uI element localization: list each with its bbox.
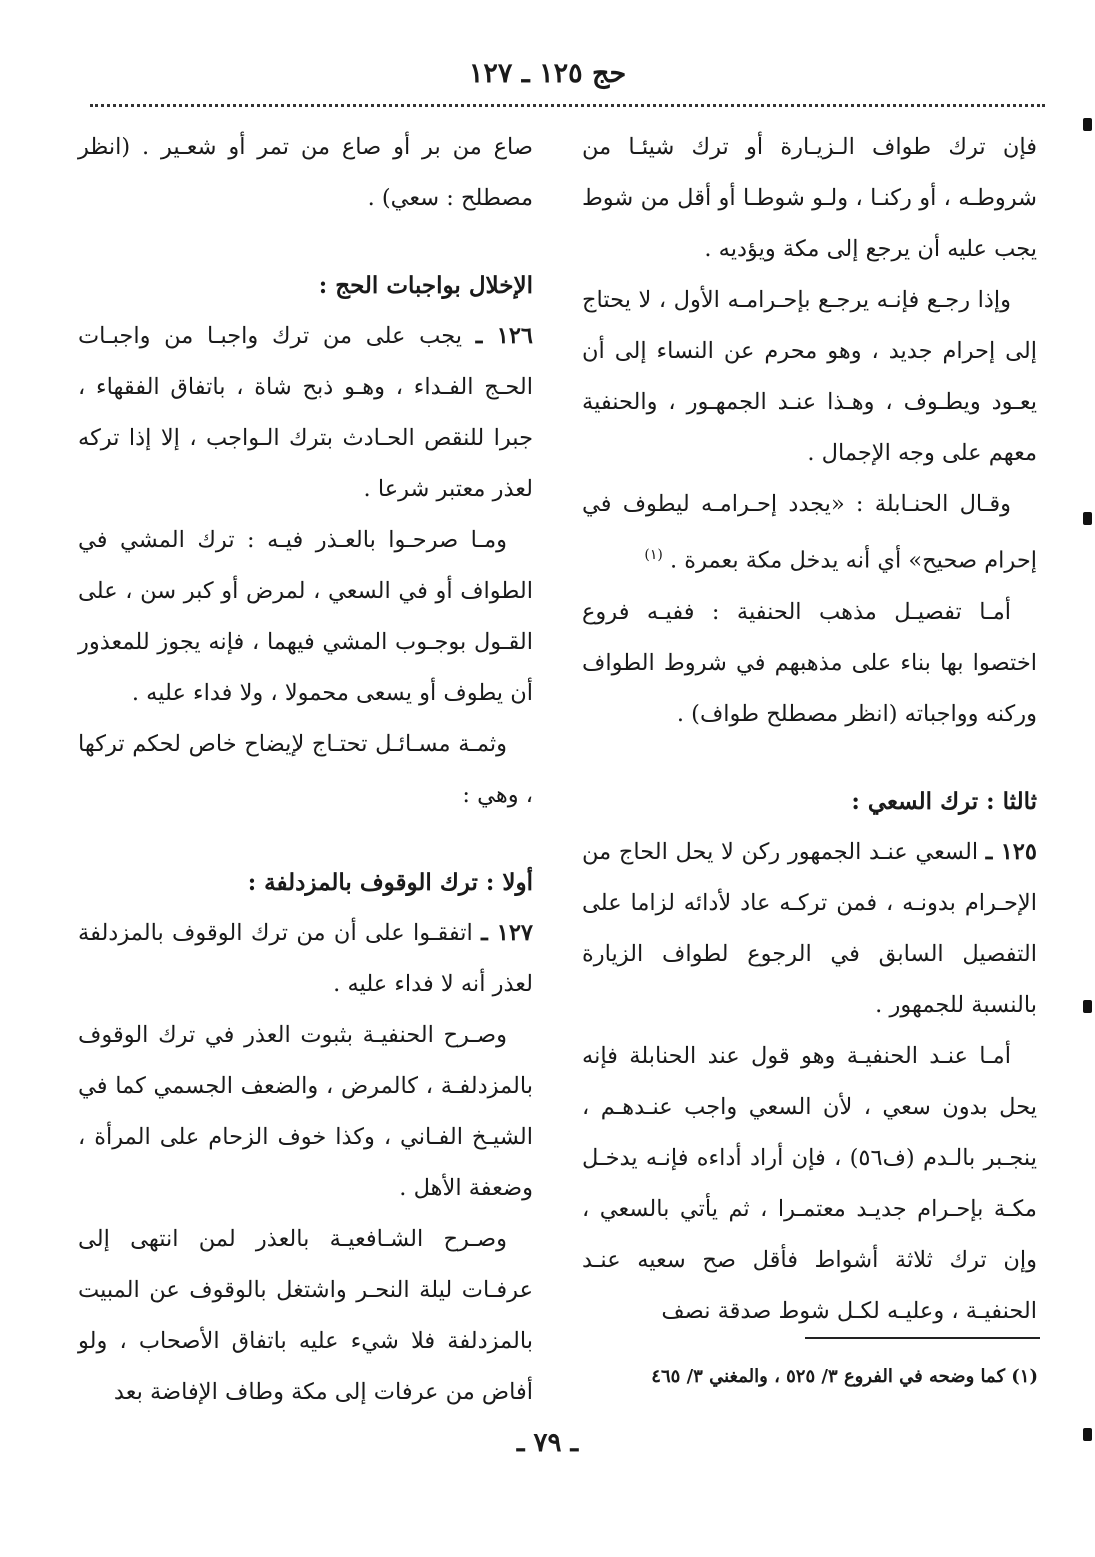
paragraph: أمـا عنـد الحنفيـة وهو قول عند الحنابلة فإنه يحل بدون سعي ، لأن السعي واجب عنـدهـم ، ينجـبر بالـدم (ف٥٦) ، فإن أراد أداءه فإنـه يدخـل مكـة بإحـرام جديـد معتمـرا ، ثم يأتي بالسعي ، وإن ترك ثلاثة أشواط فأقل صح سعيه عنـد الحنفيـة ، وعليـه لكـل شوط صدقة نصف [582, 1042, 1037, 1324]
section-number: ١٢٧ ـ [481, 920, 533, 946]
paragraph-text: وقـال الحنـابلة : «يجدد إحـرامـه ليطوف في إحرام صحيح» أي أنه يدخل مكة بعمرة . [582, 491, 1037, 574]
spacer [582, 740, 1037, 776]
footnote: (١) كما وضحه في الفروع ٣/ ٥٢٥ ، والمغني ٣/ ٤٦٥ [651, 1366, 1038, 1387]
running-header: حج ١٢٥ ـ ١٢٧ [468, 58, 627, 89]
paragraph: وصـرح الحنفيـة بثبوت العذر في ترك الوقوف بالمزدلفـة ، كالمرض ، والضعف الجسمي كما في الشيـخ الفـاني ، وكذا خوف الزحام على المرأة ، وضعفة الأهل . [78, 1022, 533, 1201]
paragraph: وثمـة مسـائـل تحتـاج لإيضاح خاص لحكم تركها ، وهي : [78, 731, 533, 808]
paragraph: وإذا رجـع فإنـه يرجـع بإحـرامـه الأول ، لا يحتاج إلى إحرام جديد ، وهو محرم عن النساء إلى أن يعـود ويطـوف ، وهـذا عنـد الجمهـور ، والحنفية معهم على وجه الإجمال . [582, 287, 1037, 466]
paragraph: صاع من بر أو صاع من تمر أو شعـير . (انظر مصطلح : سعي) . [78, 134, 533, 211]
binding-mark [1083, 118, 1092, 131]
footnote-reference: (١) [644, 547, 663, 563]
spacer [78, 821, 533, 857]
right-column [582, 122, 1037, 1337]
section-number: ١٢٥ ـ [985, 838, 1037, 865]
spacer [78, 224, 533, 260]
paragraph: ومـا صرحـوا بالعـذر فيـه : ترك المشي في الطواف أو في السعي ، لمرض أو كبر سن ، على القـول بوجـوب المشي فيهما ، فإنه يجوز للمعذور أن يطوف أو يسعى محمولا ، ولا فداء عليه . [78, 527, 533, 706]
section-heading: الإخلال بواجبات الحج : [318, 272, 533, 299]
paragraph [78, 311, 533, 515]
paragraph [582, 827, 1037, 1031]
binding-mark [1083, 512, 1092, 525]
paragraph [78, 908, 533, 1010]
paragraph: أمـا تفصيـل مذهب الحنفية : ففيـه فروع اختصوا بها بناء على مذهبهم في شروط الطواف وركنه وواجباته (انظر مصطلح طواف) . [582, 598, 1037, 727]
paragraph: وصـرح الشـافعيـة بالعذر لمن انتهى إلى عرفـات ليلة النحـر واشتغل بالوقوف عن المبيت بالمزدلفة فلا شيء عليه باتفاق الأصحاب ، ولو أفاض من عرفات إلى مكة وطاف الإفاضة بعد [78, 1226, 533, 1405]
left-column [78, 122, 533, 1418]
paragraph: فإن ترك طواف الـزيـارة أو ترك شيئـا من شروطـه ، أو ركنـا ، ولـو شوطـا أو أقل من شوط يجب عليه أن يرجع إلى مكة ويؤديه . [582, 134, 1037, 262]
paragraph-text: السعي عنـد الجمهور ركن لا يحل الحاج من الإحـرام بدونـه ، فمن تركـه عاد لأدائه لزاما على التفصيل السابق في الرجوع لطواف الزيارة بالنسبة للجمهور . [582, 838, 1037, 1018]
section-heading: ثالثا : ترك السعي : [851, 787, 1037, 815]
section-heading: أولا : ترك الوقوف بالمزدلفة : [247, 869, 533, 896]
binding-mark [1083, 1428, 1092, 1441]
header-dotted-rule [90, 104, 1045, 107]
paragraph [582, 479, 1037, 587]
page-number: ـ ٧٩ ـ [516, 1428, 579, 1458]
section-number: ١٢٦ ـ [475, 323, 533, 349]
paragraph-text: يجب على من ترك واجبـا من واجبـات الحـج الفـداء ، وهـو ذبح شاة ، باتفاق الفقهاء ، جبرا للنقص الحـادث بترك الـواجب ، إلا إذا تركه لعذر معتبر شرعا . [78, 323, 533, 502]
footnote-rule [805, 1337, 1040, 1339]
paragraph-text: اتفقـوا على أن من ترك الوقوف بالمزدلفة لعذر أنه لا فداء عليه . [78, 920, 533, 997]
binding-mark [1083, 1000, 1092, 1013]
